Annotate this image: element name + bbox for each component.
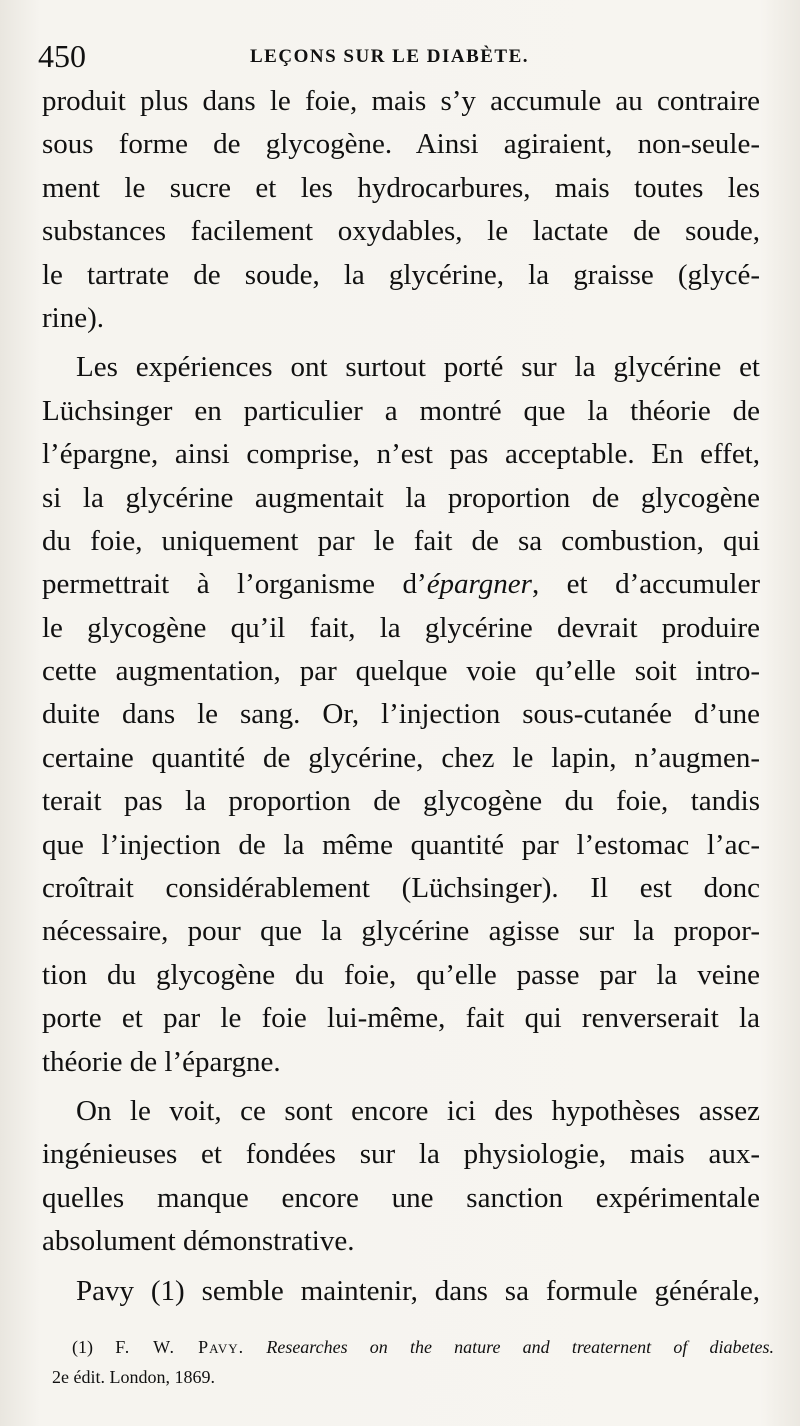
text-line: Lüchsinger en particulier a montré que la théorie de	[42, 394, 760, 427]
text-line: produit plus dans le foie, mais s’y accumule au contraire	[42, 85, 760, 117]
text-line: absolument démonstrative.	[42, 1225, 355, 1258]
text-line: terait pas la proportion de glycogène du foie, tandis	[42, 785, 760, 818]
text-line: quelles manque encore une sanction expérimentale	[42, 1181, 760, 1214]
text-line: l’épargne, ainsi comprise, n’est pas acceptable. En effet,	[42, 438, 760, 471]
text-line: certaine quantité de glycérine, chez le lapin, n’augmen-	[42, 741, 760, 774]
text-line-with-italic: permettrait à l’organisme d’épargner, et d’accumuler	[42, 568, 760, 601]
footnote-marker: (1)	[72, 1337, 93, 1357]
footnote-author: F. W. Pavy.	[115, 1337, 245, 1357]
body-text	[42, 80, 760, 1313]
running-title: LEÇONS SUR LE DIABÈTE.	[250, 46, 530, 67]
text-line: si la glycérine augmentait la proportion de glycogène	[42, 481, 760, 514]
footnote-title: Researches on the nature and treaternent of diabetes.	[266, 1337, 775, 1357]
text-line: duite dans le sang. Or, l’injection sous-cutanée d’une	[42, 698, 760, 731]
text-line: substances facilement oxydables, le lactate de soude,	[42, 215, 760, 248]
text-line: ment le sucre et les hydrocarbures, mais toutes les	[42, 171, 760, 204]
text-line: On le voit, ce sont encore ici des hypothèses assez	[76, 1094, 760, 1127]
footnote-edition: 2e édit. London, 1869.	[52, 1367, 215, 1387]
text-line: porte et par le foie lui-même, fait qui renverserait la	[42, 1002, 760, 1035]
text-line: sous forme de glycogène. Ainsi agiraient, non-seule-	[42, 128, 760, 161]
italic-word: épargner	[426, 568, 532, 601]
text-line: nécessaire, pour que la glycérine agisse sur la propor-	[42, 915, 760, 948]
text-line: rine).	[42, 301, 104, 334]
text-line: Pavy (1) semble maintenir, dans sa formule générale,	[76, 1274, 760, 1307]
text-line: tion du glycogène du foie, qu’elle passe par la veine	[42, 958, 760, 991]
text-line: ingénieuses et fondées sur la physiologie, mais aux-	[42, 1138, 760, 1171]
footnote-line	[52, 1332, 774, 1362]
text-line: Les expériences ont surtout porté sur la glycérine et	[76, 351, 760, 384]
page-header	[38, 36, 768, 76]
text-line: le glycogène qu’il fait, la glycérine devrait produire	[42, 611, 760, 644]
text-line: le tartrate de soude, la glycérine, la graisse (glycé-	[42, 258, 760, 291]
text-line: que l’injection de la même quantité par l’estomac l’ac-	[42, 828, 760, 861]
text-line: théorie de l’épargne.	[42, 1045, 281, 1078]
text-line: du foie, uniquement par le fait de sa combustion, qui	[42, 524, 760, 557]
text-line: cette augmentation, par quelque voie qu’elle soit intro-	[42, 655, 760, 688]
page-number: 450	[38, 38, 86, 74]
footnote	[52, 1332, 774, 1392]
text-line: croîtrait considérablement (Lüchsinger). Il est donc	[42, 872, 760, 905]
